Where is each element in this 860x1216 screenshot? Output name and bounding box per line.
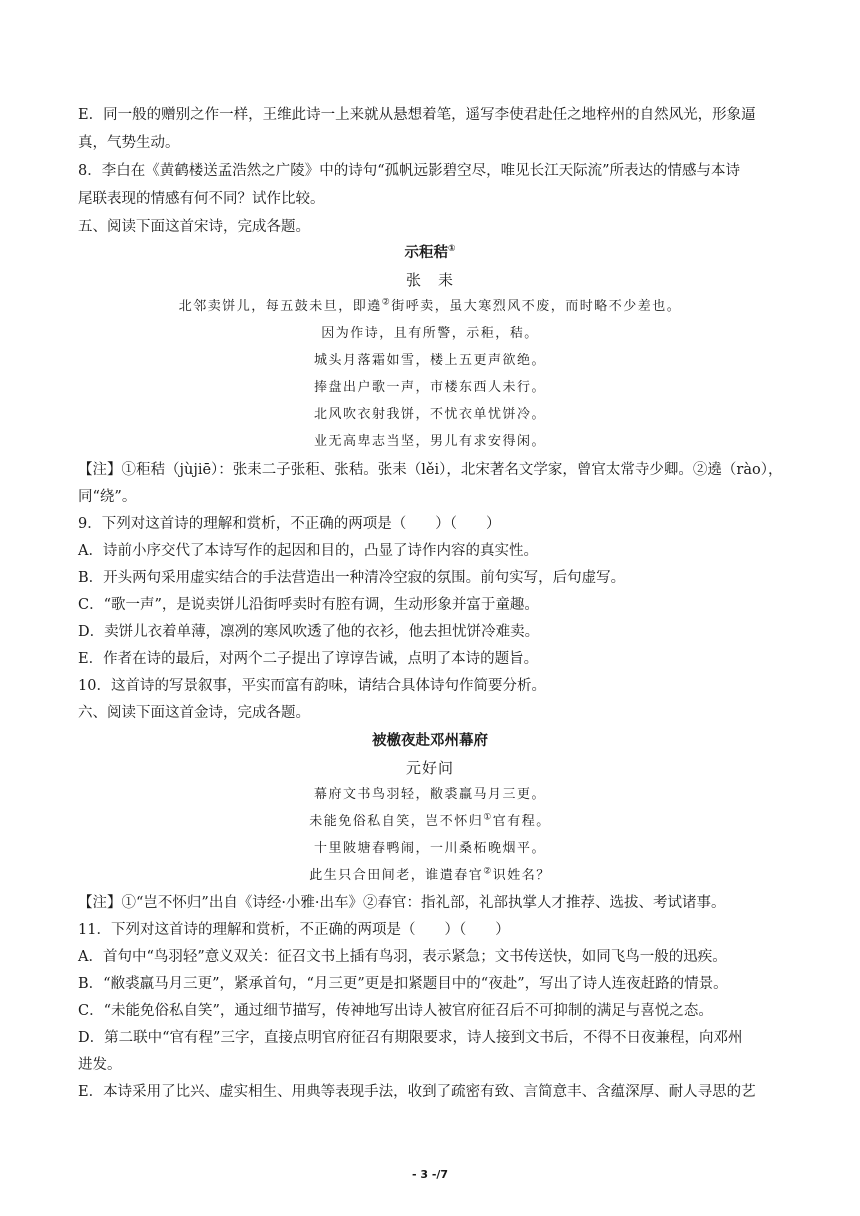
poem-note: 【注】①秬秸（jùjiē）：张耒二子张秬、张秸。张耒（lěi），北宋著名文学家，曾官太常寺少卿。②遶（rào）， xyxy=(78,462,783,478)
poem-note: 同“绕”。 xyxy=(78,489,137,505)
poem-title: 示秬秸① xyxy=(404,244,456,261)
poem-verse: 业无高卑志当坚，男儿有求安得闲。 xyxy=(313,434,546,449)
poem-author: 张 耒 xyxy=(405,271,454,289)
section-5-heading: 五、阅读下面这首宋诗，完成各题。 xyxy=(78,219,310,235)
poem-preface: 北邻卖饼儿，每五鼓未旦，即遶②街呼卖，虽大寒烈风不废，而时略不少差也。 xyxy=(178,297,682,314)
option-line: D．第二联中“官有程”三字，直接点明官府征召有期限要求，诗人接到文书后，不得不日夜兼程，向邓州 xyxy=(78,1030,743,1046)
option-line: E．本诗采用了比兴、虚实相生、用典等表现手法，收到了疏密有致、言简意丰、含蕴深厚、耐人寻思的艺 xyxy=(78,1084,756,1100)
option-line: C．“歌一声”，是说卖饼儿沿街呼卖时有腔有调，生动形象并富于童趣。 xyxy=(78,597,539,613)
poem-title: 被檄夜赴邓州幕府 xyxy=(372,733,488,749)
option-line: D．卖饼儿衣着单薄，凛冽的寒风吹透了他的衣衫，他去担忧饼冷难卖。 xyxy=(78,624,540,640)
option-line: 进发。 xyxy=(78,1057,122,1073)
poem-verse: 十里陂塘春鸭闹，一川桑柘晚烟平。 xyxy=(313,841,546,856)
poem-verse: 此生只合田间老，谁遣春官②识姓名？ xyxy=(309,866,551,883)
question-9: 9．下列对这首诗的理解和赏析，不正确的两项是（ ）（ ） xyxy=(78,516,501,532)
section-6-heading: 六、阅读下面这首金诗，完成各题。 xyxy=(78,705,310,721)
text-line: 真，气势生动。 xyxy=(78,135,180,151)
question-8: 8．李白在《黄鹤楼送孟浩然之广陵》中的诗句“孤帆远影碧空尽，唯见长江天际流”所表达的情感与本诗 xyxy=(78,163,741,179)
poem-verse: 北风吹衣射我饼，不忧衣单忧饼冷。 xyxy=(313,407,546,422)
poem-preface: 因为作诗，且有所警，示秬，秸。 xyxy=(321,326,539,341)
text-line: E．同一般的赠别之作一样，王维此诗一上来就从悬想着笔，遥写李使君赴任之地梓州的自然风光，形象逼 xyxy=(78,107,756,123)
option-line: E．作者在诗的最后，对两个二子提出了谆谆告诫，点明了本诗的题旨。 xyxy=(78,651,539,667)
poem-verse: 捧盘出户歌一声，市楼东西人未行。 xyxy=(313,380,546,395)
poem-note: 【注】①“岂不怀归”出自《诗经·小雅·出车》②春官：指礼部，礼部执掌人才推荐、选拔、考试诸事。 xyxy=(78,895,726,911)
option-line: C．“未能免俗私自笑”，通过细节描写，传神地写出诗人被官府征召后不可抑制的满足与喜悦之态。 xyxy=(78,1003,713,1019)
option-line: B．“敝裘羸马月三更”，紧承首句，“月三更”更是扣紧题目中的“夜赴”，写出了诗人连夜赶路的情景。 xyxy=(78,976,728,992)
question-11: 11．下列对这首诗的理解和赏析，不正确的两项是（ ）（ ） xyxy=(78,922,510,938)
question-10: 10．这首诗的写景叙事，平实而富有韵味，请结合具体诗句作简要分析。 xyxy=(78,678,546,694)
poem-verse: 城头月落霜如雪，楼上五更声欲绝。 xyxy=(313,353,546,368)
poem-verse: 幕府文书鸟羽轻，敝裘羸马月三更。 xyxy=(313,787,546,802)
page-number: - 3 -/7 xyxy=(411,1168,449,1181)
option-line: B．开头两句采用虚实结合的手法营造出一种清冷空寂的氛围。前句实写，后句虚写。 xyxy=(78,570,626,586)
poem-author: 元好问 xyxy=(405,759,454,777)
text-line: 尾联表现的情感有何不同？试作比较。 xyxy=(78,191,325,207)
option-line: A．首句中“鸟羽轻”意义双关：征召文书上插有鸟羽，表示紧急；文书传送快，如同飞鸟一般的迅疾。 xyxy=(78,949,727,965)
poem-verse: 未能免俗私自笑，岂不怀归①官有程。 xyxy=(309,812,551,829)
option-line: A．诗前小序交代了本诗写作的起因和目的，凸显了诗作内容的真实性。 xyxy=(78,543,538,559)
